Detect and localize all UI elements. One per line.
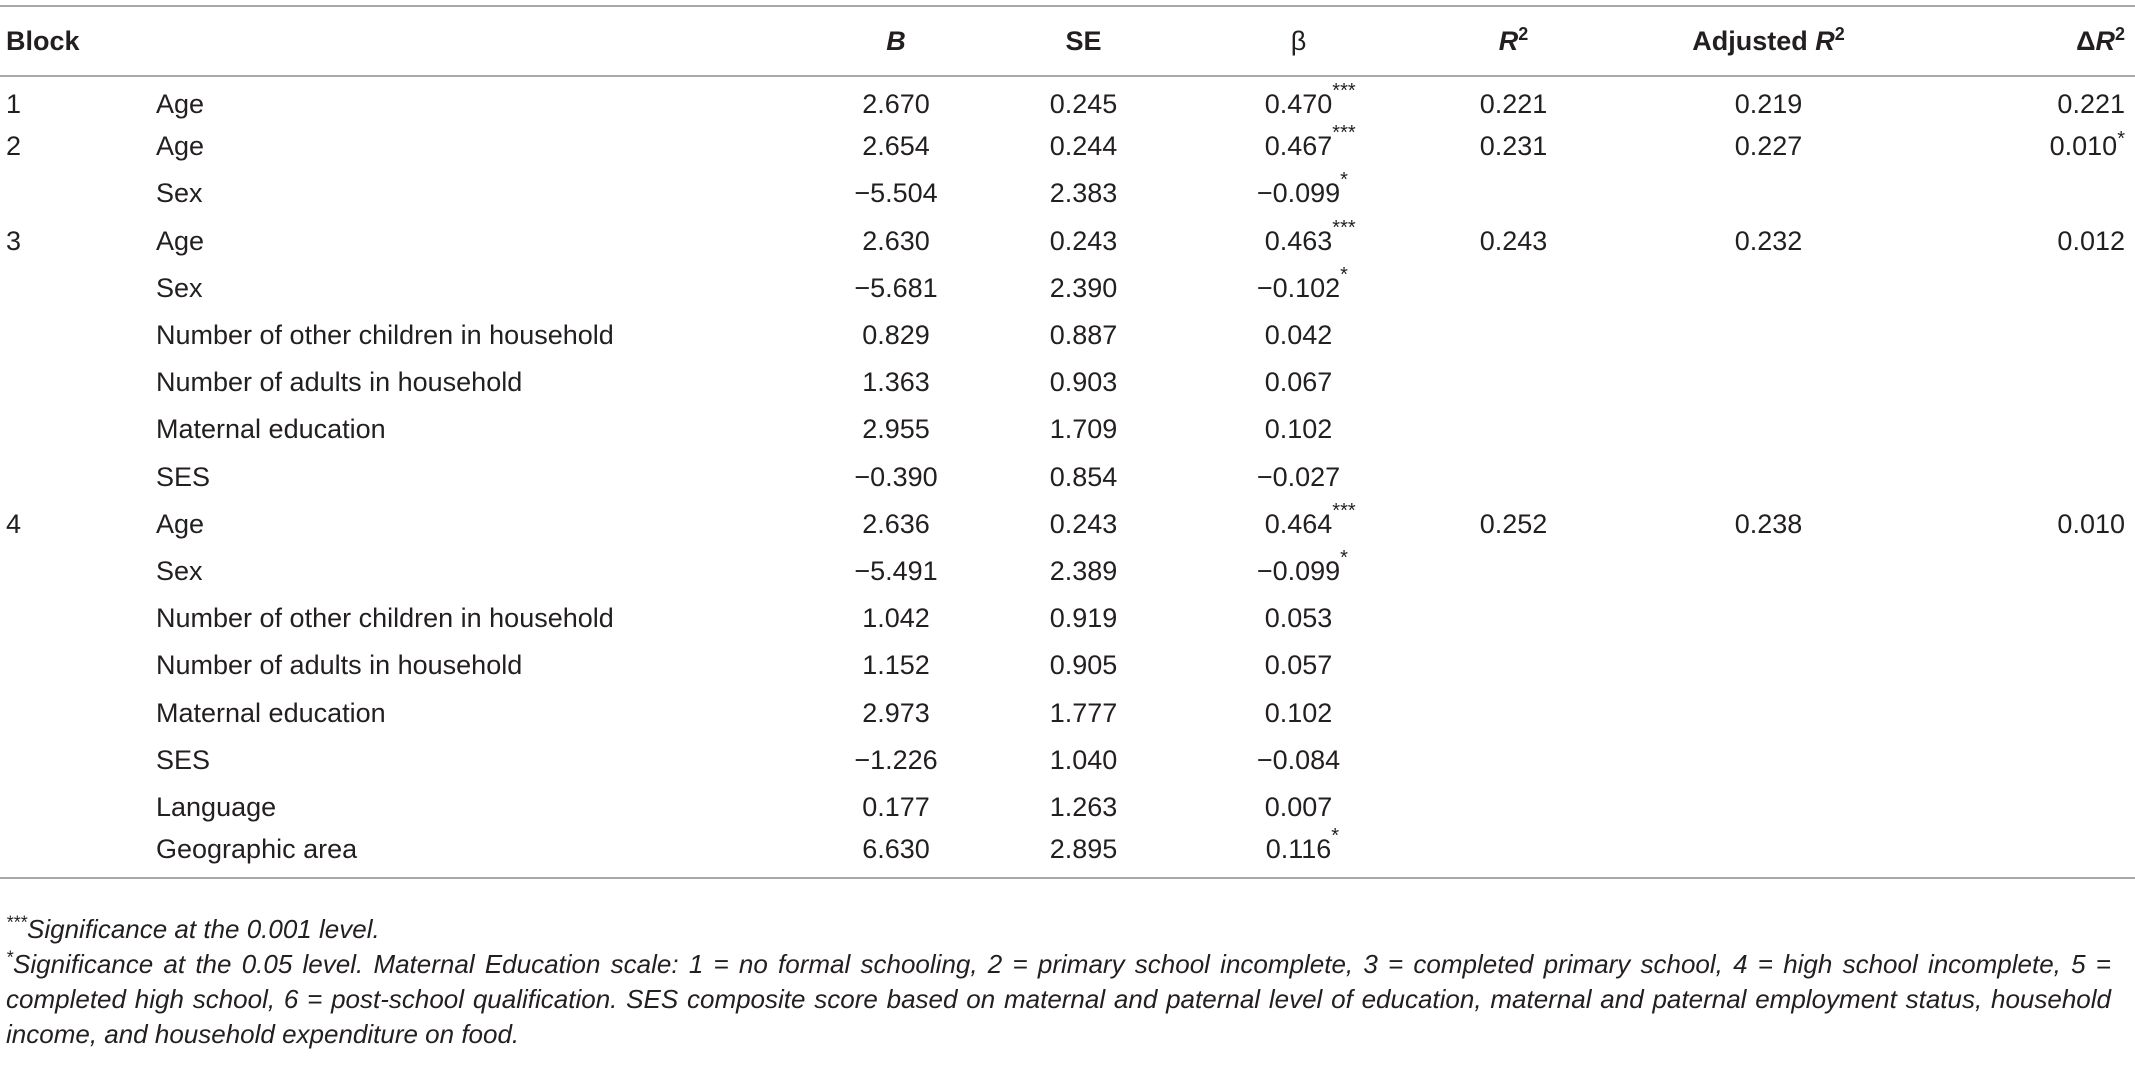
cell-adjusted-r2: 0.232 xyxy=(1734,225,1803,256)
table-row xyxy=(0,359,2135,406)
cell-b: −5.681 xyxy=(854,272,938,303)
cell-delta-r2 xyxy=(1916,170,2135,217)
cell-se: 1.777 xyxy=(1049,697,1118,728)
table-row xyxy=(0,312,2135,359)
cell-block xyxy=(0,548,156,595)
cell-block xyxy=(0,737,156,784)
delta-r2-value: 0.221 xyxy=(2057,88,2125,119)
cell-b: 1.152 xyxy=(862,650,930,681)
cell-variable: Number of adults in household xyxy=(156,367,523,398)
cell-block: 3 xyxy=(6,225,22,256)
delta-r2-value: 0.010 xyxy=(2057,508,2125,539)
beta-wrap xyxy=(1265,414,1333,445)
header-r2 xyxy=(1406,6,1621,76)
cell-delta-r2 xyxy=(1916,312,2135,359)
footnote-1-marker: *** xyxy=(6,912,28,933)
table-row xyxy=(0,501,2135,548)
cell-variable: Language xyxy=(156,791,277,822)
cell-se: 2.390 xyxy=(1049,272,1118,303)
cell-se: 2.389 xyxy=(1049,555,1118,586)
cell-adjusted-r2 xyxy=(1621,784,1916,831)
cell-delta-r2 xyxy=(1916,689,2135,736)
cell-se: 0.903 xyxy=(1049,367,1118,398)
cell-se: 0.887 xyxy=(1049,320,1118,351)
beta-wrap xyxy=(1265,650,1333,681)
cell-r2 xyxy=(1406,737,1621,784)
cell-se: 1.040 xyxy=(1049,744,1118,775)
header-se: SE xyxy=(976,6,1191,76)
cell-r2 xyxy=(1406,595,1621,642)
beta-wrap xyxy=(1257,745,1340,776)
cell-block xyxy=(0,784,156,831)
cell-adjusted-r2 xyxy=(1621,265,1916,312)
beta-value: 0.470 xyxy=(1264,88,1333,119)
cell-block xyxy=(0,454,156,501)
cell-se: 1.709 xyxy=(1049,414,1118,445)
table-row xyxy=(0,218,2135,265)
cell-variable: Maternal education xyxy=(156,414,386,445)
beta-value: −0.027 xyxy=(1256,461,1341,492)
cell-r2 xyxy=(1406,689,1621,736)
cell-b: 0.177 xyxy=(862,791,930,822)
table-row xyxy=(0,123,2135,170)
beta-value: 0.116 xyxy=(1265,833,1332,864)
cell-variable: SES xyxy=(156,461,211,492)
cell-delta-r2 xyxy=(1916,454,2135,501)
cell-r2 xyxy=(1406,312,1621,359)
beta-wrap: 0.467 *** xyxy=(1264,122,1356,162)
cell-r2: 0.252 xyxy=(1479,508,1548,539)
table-row xyxy=(0,737,2135,784)
cell-beta xyxy=(1191,406,1406,453)
delta-r2-value: 0.012 xyxy=(2057,225,2125,256)
cell-delta-r2 xyxy=(1916,359,2135,406)
header-adjusted-r2 xyxy=(1621,6,1916,76)
cell-r2 xyxy=(1406,359,1621,406)
footnote-2-marker: * xyxy=(6,947,14,968)
footnote-2 xyxy=(6,947,2111,1052)
cell-delta-r2 xyxy=(1916,406,2135,453)
beta-wrap: 0.464 *** xyxy=(1264,499,1356,539)
beta-wrap xyxy=(1265,320,1333,351)
cell-beta xyxy=(1191,76,1406,123)
beta-wrap xyxy=(1257,462,1340,493)
beta-wrap xyxy=(1265,367,1333,398)
cell-adjusted-r2 xyxy=(1621,737,1916,784)
cell-block xyxy=(0,406,156,453)
cell-block xyxy=(0,359,156,406)
cell-variable: Maternal education xyxy=(156,697,386,728)
beta-wrap: −0.102 * xyxy=(1256,263,1348,303)
cell-adjusted-r2 xyxy=(1621,831,1916,878)
header-r2-r: R xyxy=(1498,25,1519,56)
cell-variable: Sex xyxy=(156,555,203,586)
beta-value: −0.102 xyxy=(1256,272,1341,303)
table-row xyxy=(0,831,2135,878)
table-row xyxy=(0,265,2135,312)
cell-beta xyxy=(1191,784,1406,831)
cell-r2 xyxy=(1406,170,1621,217)
cell-block xyxy=(0,265,156,312)
cell-b: 2.955 xyxy=(862,414,930,445)
beta-wrap: 0.470 *** xyxy=(1264,79,1356,119)
cell-b: 2.670 xyxy=(862,88,930,119)
cell-se: 1.263 xyxy=(1049,791,1118,822)
cell-block xyxy=(0,595,156,642)
cell-block: 4 xyxy=(6,508,22,539)
header-b xyxy=(816,6,976,76)
header-adjusted-sup: 2 xyxy=(1834,23,1845,44)
cell-r2 xyxy=(1406,548,1621,595)
cell-delta-r2 xyxy=(1916,123,2135,170)
cell-se: 2.383 xyxy=(1049,178,1118,209)
header-r2-sup: 2 xyxy=(1518,23,1529,44)
header-adjusted-r: R xyxy=(1815,25,1835,56)
cell-r2: 0.221 xyxy=(1479,88,1548,119)
cell-beta xyxy=(1191,170,1406,217)
cell-delta-r2 xyxy=(1916,548,2135,595)
cell-r2 xyxy=(1406,784,1621,831)
cell-b: 2.973 xyxy=(862,697,930,728)
beta-value: 0.057 xyxy=(1264,650,1333,681)
cell-adjusted-r2 xyxy=(1621,642,1916,689)
cell-adjusted-r2 xyxy=(1621,312,1916,359)
cell-beta xyxy=(1191,265,1406,312)
cell-adjusted-r2: 0.238 xyxy=(1734,508,1803,539)
cell-variable: Geographic area xyxy=(156,831,816,878)
cell-beta xyxy=(1191,642,1406,689)
cell-delta-r2 xyxy=(1916,76,2135,123)
beta-wrap: 0.116 * xyxy=(1265,824,1340,864)
cell-block: 2 xyxy=(6,131,22,162)
cell-se: 0.245 xyxy=(1049,88,1118,119)
cell-adjusted-r2: 0.227 xyxy=(1734,131,1803,162)
header-delta-symbol: Δ xyxy=(2076,25,2096,56)
header-block: Block xyxy=(0,6,156,76)
cell-adjusted-r2 xyxy=(1621,454,1916,501)
header-b-label: B xyxy=(886,25,906,56)
header-delta-sup: 2 xyxy=(2114,23,2125,44)
cell-block xyxy=(0,642,156,689)
header-adjusted-prefix: Adjusted xyxy=(1692,25,1816,56)
table-row xyxy=(0,406,2135,453)
cell-block xyxy=(0,170,156,217)
footnote-1-text: Significance at the 0.001 level. xyxy=(27,914,380,944)
beta-value: 0.053 xyxy=(1264,603,1333,634)
table-body xyxy=(0,76,2135,878)
cell-r2: 0.243 xyxy=(1479,225,1548,256)
cell-b: −5.504 xyxy=(854,178,938,209)
cell-beta xyxy=(1191,123,1406,170)
cell-variable: Number of other children in household xyxy=(156,603,614,634)
cell-r2 xyxy=(1406,642,1621,689)
cell-b: 2.654 xyxy=(862,131,930,162)
beta-wrap xyxy=(1265,603,1333,634)
cell-se: 0.243 xyxy=(1049,508,1118,539)
cell-beta xyxy=(1191,548,1406,595)
cell-beta xyxy=(1191,218,1406,265)
beta-value: 0.102 xyxy=(1264,697,1333,728)
header-beta: β xyxy=(1191,6,1406,76)
cell-se: 0.243 xyxy=(1049,225,1118,256)
beta-value: 0.067 xyxy=(1264,367,1333,398)
cell-delta-r2 xyxy=(1916,831,2135,878)
cell-variable: Sex xyxy=(156,272,203,303)
cell-beta xyxy=(1191,737,1406,784)
cell-se: 0.919 xyxy=(1049,603,1118,634)
cell-adjusted-r2 xyxy=(1621,359,1916,406)
cell-r2 xyxy=(1406,831,1621,878)
table-row xyxy=(0,170,2135,217)
cell-beta xyxy=(1191,824,1406,878)
delta-r2-significance: * xyxy=(2117,128,2125,151)
cell-b: 1.363 xyxy=(862,367,930,398)
beta-value: 0.464 xyxy=(1264,508,1333,539)
cell-delta-r2 xyxy=(1916,737,2135,784)
footnote-1 xyxy=(6,912,2111,947)
cell-b: −5.491 xyxy=(854,555,938,586)
cell-block: 1 xyxy=(6,88,22,119)
table-row xyxy=(0,454,2135,501)
cell-adjusted-r2: 0.219 xyxy=(1734,88,1803,119)
table-row xyxy=(0,595,2135,642)
cell-se: 2.895 xyxy=(976,831,1191,878)
table-row xyxy=(0,548,2135,595)
cell-variable: Number of other children in household xyxy=(156,320,614,351)
cell-delta-r2 xyxy=(1916,642,2135,689)
beta-value: 0.042 xyxy=(1264,320,1333,351)
cell-delta-r2 xyxy=(1916,265,2135,312)
header-variable xyxy=(156,6,816,76)
table-row xyxy=(0,784,2135,831)
header-row xyxy=(0,6,2135,76)
cell-variable: Number of adults in household xyxy=(156,650,523,681)
cell-adjusted-r2 xyxy=(1621,689,1916,736)
cell-delta-r2 xyxy=(1916,218,2135,265)
footnote-2-text: Significance at the 0.05 level. Maternal Education scale: 1 = no formal schooling, 2 = primary school incomplete, 3 = completed primary school, 4 = high school incomplete, 5 = completed high school, 6 = post-school qualification. SES composite score based on maternal and paternal level of education, maternal and paternal employment status, household income, and household expenditure on food. xyxy=(6,949,2111,1049)
cell-r2: 0.231 xyxy=(1479,131,1548,162)
cell-beta xyxy=(1191,454,1406,501)
cell-variable: Age xyxy=(156,225,205,256)
header-delta-r: R xyxy=(2095,25,2115,56)
cell-b: 6.630 xyxy=(816,831,976,878)
cell-variable: Sex xyxy=(156,178,203,209)
beta-wrap: 0.463 *** xyxy=(1264,216,1356,256)
cell-delta-r2 xyxy=(1916,595,2135,642)
cell-variable: Age xyxy=(156,508,205,539)
beta-value: 0.463 xyxy=(1264,225,1333,256)
beta-wrap: −0.099 * xyxy=(1256,169,1348,209)
cell-beta xyxy=(1191,689,1406,736)
cell-b: 1.042 xyxy=(862,603,930,634)
table-footnotes xyxy=(6,912,2111,1052)
cell-se: 0.854 xyxy=(1049,461,1118,492)
beta-value: 0.467 xyxy=(1264,131,1333,162)
cell-delta-r2 xyxy=(1916,501,2135,548)
beta-wrap xyxy=(1265,792,1333,823)
cell-block xyxy=(0,689,156,736)
cell-b: −0.390 xyxy=(854,461,938,492)
beta-value: −0.099 xyxy=(1256,178,1341,209)
cell-r2 xyxy=(1406,454,1621,501)
cell-adjusted-r2 xyxy=(1621,548,1916,595)
cell-r2 xyxy=(1406,406,1621,453)
table-row xyxy=(0,642,2135,689)
header-delta-r2 xyxy=(1916,6,2135,76)
cell-beta xyxy=(1191,501,1406,548)
cell-block xyxy=(0,831,156,878)
beta-wrap: −0.099 * xyxy=(1256,546,1348,586)
cell-adjusted-r2 xyxy=(1621,406,1916,453)
beta-value: −0.099 xyxy=(1256,555,1341,586)
delta-r2-value: 0.010 xyxy=(2049,131,2118,162)
cell-beta xyxy=(1191,312,1406,359)
beta-value: −0.084 xyxy=(1256,744,1341,775)
cell-b: 2.630 xyxy=(862,225,930,256)
beta-value: 0.007 xyxy=(1264,791,1333,822)
cell-beta xyxy=(1191,595,1406,642)
cell-b: 0.829 xyxy=(862,320,930,351)
cell-r2 xyxy=(1406,265,1621,312)
cell-beta xyxy=(1191,359,1406,406)
table-header xyxy=(0,6,2135,76)
table-row xyxy=(0,76,2135,123)
beta-value: 0.102 xyxy=(1264,414,1333,445)
regression-table xyxy=(0,5,2135,879)
cell-b: −1.226 xyxy=(854,744,938,775)
cell-delta-r2 xyxy=(1916,784,2135,831)
table-row xyxy=(0,689,2135,736)
cell-variable: Age xyxy=(156,131,205,162)
beta-wrap xyxy=(1265,698,1333,729)
cell-se: 0.244 xyxy=(1049,131,1118,162)
cell-variable: SES xyxy=(156,744,211,775)
cell-b: 2.636 xyxy=(862,508,930,539)
cell-block xyxy=(0,312,156,359)
cell-adjusted-r2 xyxy=(1621,595,1916,642)
cell-adjusted-r2 xyxy=(1621,170,1916,217)
cell-se: 0.905 xyxy=(1049,650,1118,681)
cell-variable: Age xyxy=(156,88,205,119)
